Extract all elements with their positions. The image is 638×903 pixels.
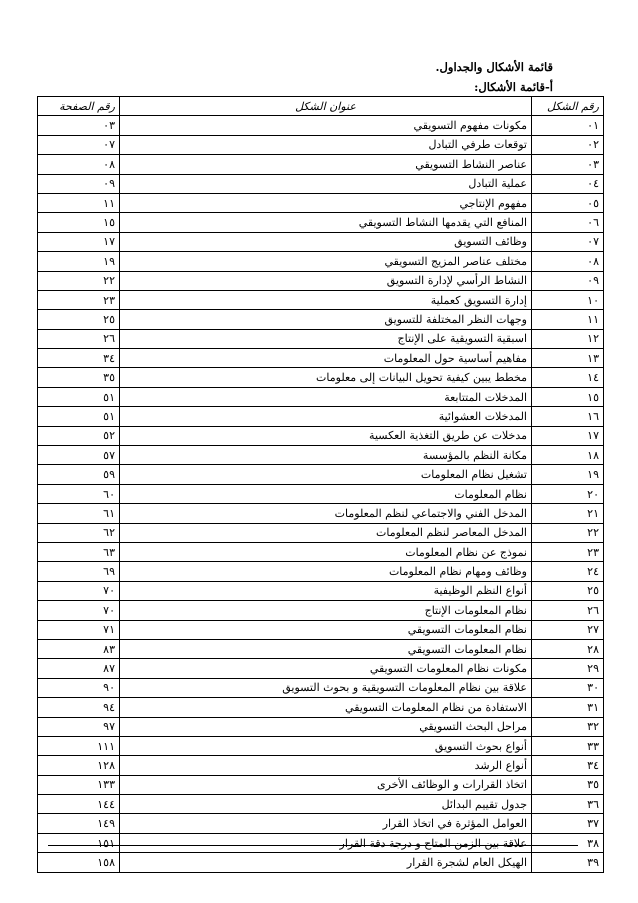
page-number-cell: ٨٣ — [38, 639, 120, 658]
figure-number-cell: ٣٩ — [532, 853, 604, 872]
table-row — [38, 174, 604, 193]
figure-title-cell: نظام المعلومات التسويقي — [120, 639, 532, 658]
figure-title-cell: المدخل الفني والاجتماعي لنظم المعلومات — [120, 504, 532, 523]
figure-number-cell: ٠٨ — [532, 252, 604, 271]
figure-title-cell: مكانة النظم بالمؤسسة — [120, 446, 532, 465]
table-row — [38, 523, 604, 542]
figure-title-cell: المدخلات العشوائية — [120, 407, 532, 426]
table-row — [38, 542, 604, 561]
figure-title-cell: وجهات النظر المختلفة للتسويق — [120, 310, 532, 329]
page-number-cell: ٥٩ — [38, 465, 120, 484]
page-number-cell: ٩٧ — [38, 717, 120, 736]
table-row — [38, 562, 604, 581]
figure-number-cell: ٠١ — [532, 116, 604, 135]
table-row — [38, 252, 604, 271]
page-number-cell: ٦٢ — [38, 523, 120, 542]
page-number-cell: ١٧ — [38, 232, 120, 251]
page-number-cell: ٥٢ — [38, 426, 120, 445]
figure-number-cell: ٣٦ — [532, 795, 604, 814]
figure-number-cell: ٣٣ — [532, 736, 604, 755]
figure-number-cell: ١٧ — [532, 426, 604, 445]
page-number-cell: ١٤٩ — [38, 814, 120, 833]
figure-number-cell: ٠٧ — [532, 232, 604, 251]
figure-number-cell: ٠٤ — [532, 174, 604, 193]
page-number-cell: ١٤٤ — [38, 795, 120, 814]
table-row — [38, 135, 604, 154]
table-row — [38, 446, 604, 465]
figure-title-cell: أنواع بحوث التسويق — [120, 736, 532, 755]
figure-title-cell: علاقة بين نظام المعلومات التسويقية و بحوث التسويق — [120, 678, 532, 697]
figure-title-cell: مراحل البحث التسويقي — [120, 717, 532, 736]
table-row — [38, 795, 604, 814]
page-number-cell: ١٣٣ — [38, 775, 120, 794]
figure-number-cell: ٠٦ — [532, 213, 604, 232]
footer-divider — [48, 845, 578, 846]
table-row — [38, 814, 604, 833]
page-number-cell: ٢٦ — [38, 329, 120, 348]
figure-number-cell: ٠٢ — [532, 135, 604, 154]
figure-title-cell: اتخاذ القرارات و الوظائف الأخرى — [120, 775, 532, 794]
page-number-cell: ٣٥ — [38, 368, 120, 387]
figure-number-cell: ٣٠ — [532, 678, 604, 697]
figure-number-header: رقم الشكل — [532, 97, 604, 116]
table-row — [38, 601, 604, 620]
document-heading: قائمة الأشكال والجداول. — [435, 60, 553, 74]
figure-title-cell: المنافع التي يقدمها النشاط التسويقي — [120, 213, 532, 232]
figure-number-cell: ٣٥ — [532, 775, 604, 794]
page-number-cell: ٩٠ — [38, 678, 120, 697]
table-row — [38, 349, 604, 368]
table-body — [38, 116, 604, 872]
page-number-cell: ١١ — [38, 193, 120, 212]
figure-title-header: عنوان الشكل — [120, 97, 532, 116]
table-row — [38, 504, 604, 523]
figure-title-cell: علاقة بين الزمن المتاح و درجة دقة القرار — [120, 833, 532, 852]
figure-title-cell: نموذج عن نظام المعلومات — [120, 542, 532, 561]
table-row — [38, 329, 604, 348]
figure-number-cell: ٢٧ — [532, 620, 604, 639]
page-number-cell: ٢٥ — [38, 310, 120, 329]
page-number-cell: ٠٩ — [38, 174, 120, 193]
figure-title-cell: جدول تقييم البدائل — [120, 795, 532, 814]
figure-number-cell: ٣٤ — [532, 756, 604, 775]
section-subheading: أ-قائمة الأشكال: — [474, 80, 553, 94]
page-number-cell: ٥٧ — [38, 446, 120, 465]
figure-number-cell: ١٦ — [532, 407, 604, 426]
figure-title-cell: أنواع الرشد — [120, 756, 532, 775]
figure-title-cell: تشغيل نظام المعلومات — [120, 465, 532, 484]
figure-title-cell: وظائف التسويق — [120, 232, 532, 251]
table-row — [38, 717, 604, 736]
page-number-cell: ١٢٨ — [38, 756, 120, 775]
page-number-header: رقم الصفحة — [38, 97, 120, 116]
figure-number-cell: ٢٥ — [532, 581, 604, 600]
figure-title-cell: النشاط الرأسي لإدارة التسويق — [120, 271, 532, 290]
table-row — [38, 193, 604, 212]
figure-number-cell: ٣٨ — [532, 833, 604, 852]
figure-number-cell: ٢٣ — [532, 542, 604, 561]
table-row — [38, 290, 604, 309]
figure-title-cell: نظام المعلومات التسويقي — [120, 620, 532, 639]
page-number-cell: ١٩ — [38, 252, 120, 271]
figure-title-cell: مكونات مفهوم التسويقي — [120, 116, 532, 135]
table-row — [38, 310, 604, 329]
figure-number-cell: ٣١ — [532, 698, 604, 717]
page-number-cell: ٧٠ — [38, 601, 120, 620]
page-number-cell: ٧٠ — [38, 581, 120, 600]
page-number-cell: ٠٨ — [38, 155, 120, 174]
figure-number-cell: ٢٢ — [532, 523, 604, 542]
table-row — [38, 698, 604, 717]
figure-number-cell: ٢٩ — [532, 659, 604, 678]
table-row — [38, 484, 604, 503]
figure-title-cell: مكونات نظام المعلومات التسويقي — [120, 659, 532, 678]
page-number-cell: ٦٣ — [38, 542, 120, 561]
figure-number-cell: ١٠ — [532, 290, 604, 309]
figure-title-cell: مخطط يبين كيفية تحويل البيانات إلى معلومات — [120, 368, 532, 387]
page-number-cell: ٦٩ — [38, 562, 120, 581]
table-row — [38, 465, 604, 484]
figure-title-cell: الهيكل العام لشجرة القرار — [120, 853, 532, 872]
figure-number-cell: ٠٩ — [532, 271, 604, 290]
figure-number-cell: ٣٢ — [532, 717, 604, 736]
table-row — [38, 678, 604, 697]
figure-number-cell: ٢٤ — [532, 562, 604, 581]
figure-number-cell: ٣٧ — [532, 814, 604, 833]
figure-title-cell: المدخل المعاصر لنظم المعلومات — [120, 523, 532, 542]
figure-title-cell: مدخلات عن طريق التغذية العكسية — [120, 426, 532, 445]
table-header-row — [38, 97, 604, 116]
page-number-cell: ٧١ — [38, 620, 120, 639]
figure-number-cell: ٢٨ — [532, 639, 604, 658]
figure-title-cell: مفهوم الإنتاجي — [120, 193, 532, 212]
table-row — [38, 833, 604, 852]
figure-title-cell: أنواع النظم الوظيفية — [120, 581, 532, 600]
page-number-cell: ١٥٨ — [38, 853, 120, 872]
figure-title-cell: توقعات طرفي التبادل — [120, 135, 532, 154]
table-row — [38, 620, 604, 639]
figure-title-cell: المدخلات المتتابعة — [120, 387, 532, 406]
table-row — [38, 736, 604, 755]
page-number-cell: ٨٧ — [38, 659, 120, 678]
figure-title-cell: نظام المعلومات — [120, 484, 532, 503]
page-number-cell: ٦٠ — [38, 484, 120, 503]
table-row — [38, 271, 604, 290]
table-row — [38, 639, 604, 658]
table-row — [38, 116, 604, 135]
table-row — [38, 581, 604, 600]
figures-table — [37, 96, 604, 873]
figure-number-cell: ١٥ — [532, 387, 604, 406]
figure-number-cell: ٠٥ — [532, 193, 604, 212]
page-number-cell: ٥١ — [38, 387, 120, 406]
table-row — [38, 368, 604, 387]
figure-number-cell: ١٨ — [532, 446, 604, 465]
page-number-cell: ٥١ — [38, 407, 120, 426]
page-number-cell: ٦١ — [38, 504, 120, 523]
figure-title-cell: اسبقية التسويقية على الإنتاج — [120, 329, 532, 348]
table-row — [38, 756, 604, 775]
figure-number-cell: ٠٣ — [532, 155, 604, 174]
figure-number-cell: ١٩ — [532, 465, 604, 484]
figure-number-cell: ٢٦ — [532, 601, 604, 620]
table-row — [38, 659, 604, 678]
figure-number-cell: ١٤ — [532, 368, 604, 387]
page-number-cell: ٢٣ — [38, 290, 120, 309]
figure-title-cell: عملية التبادل — [120, 174, 532, 193]
table-row — [38, 387, 604, 406]
figure-title-cell: العوامل المؤثرة في اتخاذ القرار — [120, 814, 532, 833]
page-number-cell: ٠٧ — [38, 135, 120, 154]
table-row — [38, 232, 604, 251]
table-row — [38, 155, 604, 174]
figure-title-cell: مفاهيم أساسية حول المعلومات — [120, 349, 532, 368]
page-number-cell: ٢٢ — [38, 271, 120, 290]
figure-title-cell: الاستفادة من نظام المعلومات التسويقي — [120, 698, 532, 717]
figure-title-cell: مختلف عناصر المزيج التسويقي — [120, 252, 532, 271]
table-row — [38, 426, 604, 445]
table-row — [38, 775, 604, 794]
figure-title-cell: نظام المعلومات الإنتاج — [120, 601, 532, 620]
figure-title-cell: وظائف ومهام نظام المعلومات — [120, 562, 532, 581]
page-number-cell: ٠٣ — [38, 116, 120, 135]
table-row — [38, 853, 604, 872]
page-number-cell: ١٥ — [38, 213, 120, 232]
figure-title-cell: عناصر النشاط التسويقي — [120, 155, 532, 174]
figure-number-cell: ٢١ — [532, 504, 604, 523]
figure-number-cell: ١١ — [532, 310, 604, 329]
table-row — [38, 407, 604, 426]
table-row — [38, 213, 604, 232]
page-number-cell: ١٥١ — [38, 833, 120, 852]
figure-title-cell: إدارة التسويق كعملية — [120, 290, 532, 309]
figure-number-cell: ٢٠ — [532, 484, 604, 503]
figure-number-cell: ١٢ — [532, 329, 604, 348]
figure-number-cell: ١٣ — [532, 349, 604, 368]
page-number-cell: ٣٤ — [38, 349, 120, 368]
page-number-cell: ١١١ — [38, 736, 120, 755]
page-number-cell: ٩٤ — [38, 698, 120, 717]
